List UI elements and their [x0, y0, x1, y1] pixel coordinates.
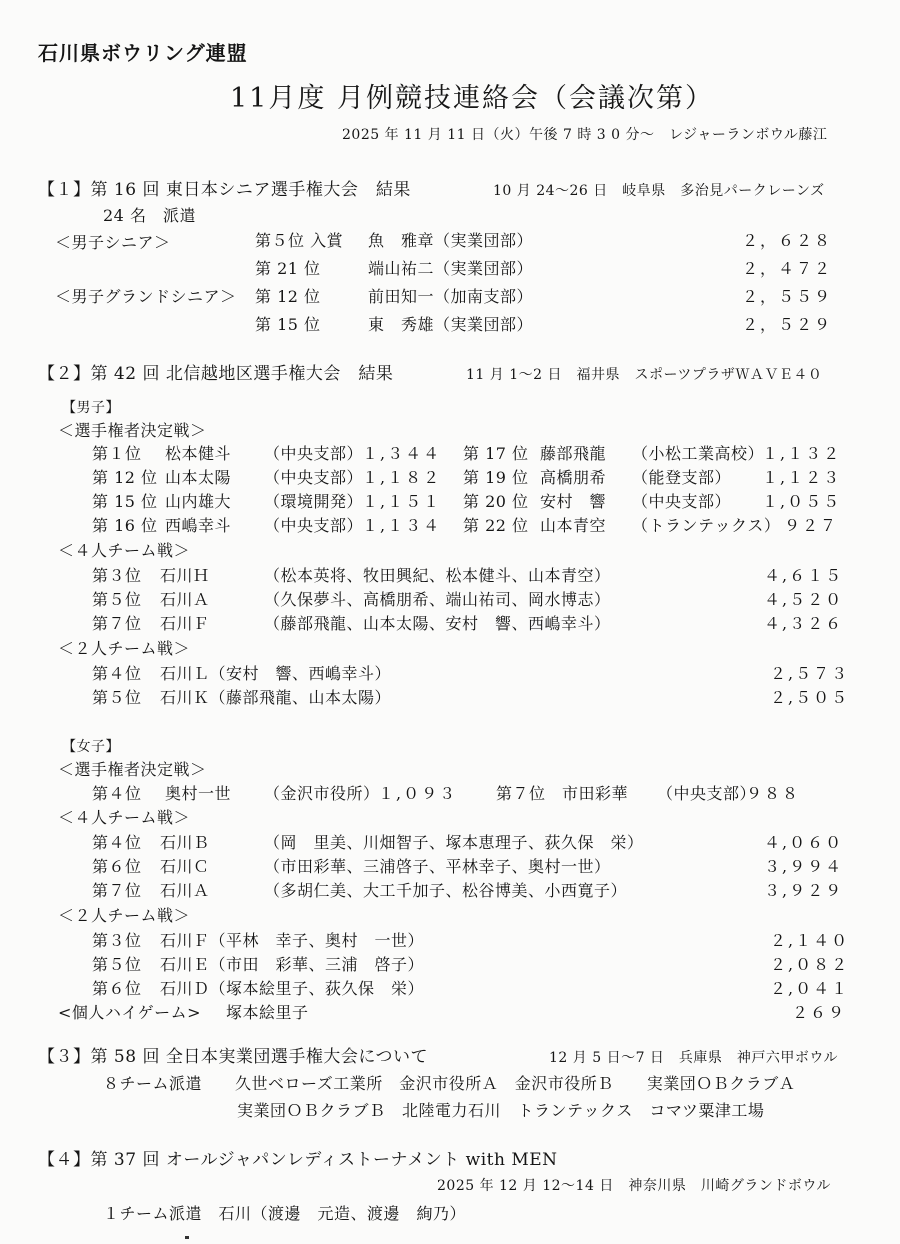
section-4-heading: 【４】第 37 回 オールジャパンレディストーナメント with MEN	[38, 1150, 558, 1170]
team-members: （岡 里美、川畑智子、塚本恵理子、荻久保 栄）	[264, 833, 644, 852]
result-score: １,１３２	[762, 444, 842, 463]
category-men-grand-senior: ＜男子グランドシニア＞	[55, 287, 237, 306]
women-team2-subheading: ＜２人チーム戦＞	[58, 906, 191, 925]
result-club: （金沢市役所）	[264, 784, 380, 803]
team-members: （藤部飛龍、山本太陽、安村 響、西嶋幸斗）	[264, 614, 611, 633]
section-3-heading: 【３】第 58 回 全日本実業団選手権大会について	[38, 1047, 429, 1067]
team-label: 石川Ｋ（藤部飛龍、山本太陽）	[160, 688, 392, 707]
result-name: 東 秀雄（実業団部）	[368, 315, 534, 334]
scan-speck	[185, 1236, 189, 1239]
result-score: ４,５２０	[764, 590, 844, 609]
men-team4-subheading: ＜４人チーム戦＞	[58, 541, 191, 560]
result-name: 山本青空	[540, 516, 607, 535]
result-rank: 第１位	[92, 444, 142, 463]
result-score: ４,３２６	[764, 614, 844, 633]
result-score: １,０５５	[762, 492, 842, 511]
result-score: １,１８２	[362, 468, 442, 487]
section-2-info: 11 月 1～2 日 福井県 スポーツプラザＷＡＶＥ４０	[466, 367, 823, 383]
high-game-name: 塚本絵里子	[226, 1003, 309, 1022]
team-name: 石川Ａ	[160, 590, 210, 609]
result-club: （能登支部）	[632, 468, 732, 487]
high-game-label: <個人ハイゲーム>	[58, 1003, 201, 1022]
men-label: 【男子】	[62, 400, 120, 416]
result-score: ２,１４０	[770, 931, 850, 950]
result-name: 魚 雅章（実業団部）	[368, 231, 534, 250]
result-rank: 第 22 位	[463, 516, 529, 535]
result-score: １,３４４	[362, 444, 442, 463]
result-rank: 第４位	[92, 784, 142, 803]
result-rank: 第 16 位	[92, 516, 158, 535]
team-label: 石川Ｅ（市田 彩華、三浦 啓子）	[160, 955, 425, 974]
result-club: （中央支部）	[632, 492, 732, 511]
result-club: （中央支部）	[657, 784, 757, 803]
section-4-line: １チーム派遣 石川（渡邊 元造、渡邊 絢乃）	[103, 1204, 467, 1223]
team-members: （久保夢斗、高橋朋希、端山祐司、岡水博志）	[264, 590, 611, 609]
men-team2-subheading: ＜２人チーム戦＞	[58, 639, 191, 658]
team-label: 石川Ｄ（塚本絵里子、荻久保 栄）	[160, 979, 425, 998]
team-members: （多胡仁美、大工千加子、松谷博美、小西寛子）	[264, 881, 628, 900]
result-rank: 第７位	[92, 614, 142, 633]
result-rank: 第４位	[92, 833, 142, 852]
result-score: ９８８	[746, 784, 801, 803]
section-3-info: 12 月 5 日～7 日 兵庫県 神戸六甲ボウル	[549, 1050, 839, 1066]
team-name: 石川Ｃ	[160, 857, 210, 876]
meeting-dateline: 2025 年 11 月 11 日（火）午後 7 時 3 0 分～ レジャーランボウル藤江	[342, 127, 828, 143]
result-rank: 第 15 位	[92, 492, 158, 511]
result-rank: 第４位	[92, 664, 142, 683]
result-rank: 第７位	[496, 784, 546, 803]
team-name: 石川Ｈ	[160, 566, 210, 585]
result-rank: 第３位	[92, 566, 142, 585]
team-name: 石川Ａ	[160, 881, 210, 900]
team-name: 石川Ｆ	[160, 614, 210, 633]
result-club: （中央支部）	[264, 444, 364, 463]
result-club: （環境開発）	[264, 492, 364, 511]
result-score: ３,９９４	[764, 857, 844, 876]
result-name: 西嶋幸斗	[165, 516, 232, 535]
result-rank: 第 19 位	[463, 468, 529, 487]
result-name: 山内雄大	[165, 492, 232, 511]
section-1-heading: 【１】第 16 回 東日本シニア選手権大会 結果	[38, 180, 411, 200]
result-rank: 第７位	[92, 881, 142, 900]
result-rank: 第５位	[92, 955, 142, 974]
result-score: ２,０４１	[770, 979, 850, 998]
result-club: （中央支部）	[264, 516, 364, 535]
women-individual-subheading: ＜選手権者決定戦＞	[58, 760, 207, 779]
result-rank: 第 12 位	[92, 468, 158, 487]
result-name: 高橋朋希	[540, 468, 607, 487]
team-members: （松本英将、牧田興紀、松本健斗、山本青空）	[264, 566, 611, 585]
result-score: １,１２３	[762, 468, 842, 487]
team-label: 石川Ｌ（安村 響、西嶋幸斗）	[160, 664, 392, 683]
result-club: （小松工業高校）	[632, 444, 765, 463]
team-members: （市田彩華、三浦啓子、平林幸子、奥村一世）	[264, 857, 611, 876]
section-3-line-1: ８チーム派遣 久世ベローズ工業所 金沢市役所Ａ 金沢市役所Ｂ 実業団ＯＢクラブＡ	[103, 1074, 796, 1093]
result-score: ２,０８２	[770, 955, 850, 974]
result-rank: 第 20 位	[463, 492, 529, 511]
result-score: ４,６１５	[764, 566, 844, 585]
section-1-dispatch: 24 名 派遣	[103, 206, 196, 225]
result-club: （中央支部）	[264, 468, 364, 487]
result-score: ２，６２８	[742, 231, 833, 250]
result-score: １,１３４	[362, 516, 442, 535]
result-rank: 第 21 位	[255, 259, 321, 278]
high-game-score: ２６９	[792, 1003, 847, 1022]
result-rank: 第６位	[92, 857, 142, 876]
result-name: 松本健斗	[165, 444, 232, 463]
result-club: （トランテックス）	[632, 516, 781, 535]
result-name: 山本太陽	[165, 468, 232, 487]
result-name: 安村 響	[540, 492, 607, 511]
team-label: 石川Ｆ（平林 幸子、奥村 一世）	[160, 931, 425, 950]
result-name: 端山祐二（実業団部）	[368, 259, 534, 278]
result-score: ２,５０５	[770, 688, 850, 707]
men-individual-subheading: ＜選手権者決定戦＞	[58, 421, 207, 440]
result-name: 前田知一（加南支部）	[368, 287, 534, 306]
category-men-senior: ＜男子シニア＞	[55, 233, 171, 252]
result-rank: 第５位	[92, 688, 142, 707]
result-score: ２，５５９	[742, 287, 833, 306]
women-label: 【女子】	[62, 739, 120, 755]
result-rank: 第 15 位	[255, 315, 321, 334]
result-rank: 第５位 入賞	[255, 231, 344, 250]
result-score: ２,５７３	[770, 664, 850, 683]
result-name: 奥村一世	[165, 784, 232, 803]
result-rank: 第 17 位	[463, 444, 529, 463]
result-score: １,１５１	[362, 492, 442, 511]
document-title: 11月度 月例競技連絡会（会議次第）	[230, 83, 714, 114]
result-score: ４,０６０	[764, 833, 844, 852]
women-team4-subheading: ＜４人チーム戦＞	[58, 808, 191, 827]
result-name: 市田彩華	[562, 784, 629, 803]
result-score: ２，４７２	[742, 259, 833, 278]
result-name: 藤部飛龍	[540, 444, 607, 463]
result-rank: 第 12 位	[255, 287, 321, 306]
result-rank: 第６位	[92, 979, 142, 998]
result-score: ３,９２９	[764, 881, 844, 900]
section-4-info: 2025 年 12 月 12～14 日 神奈川県 川崎グランドボウル	[437, 1178, 831, 1194]
result-rank: 第５位	[92, 590, 142, 609]
result-score: ２，５２９	[742, 315, 833, 334]
section-3-line-2: 実業団ＯＢクラブＢ 北陸電力石川 トランテックス コマツ粟津工場	[237, 1101, 765, 1120]
team-name: 石川Ｂ	[160, 833, 210, 852]
section-1-info: 10 月 24～26 日 岐阜県 多治見パークレーンズ	[493, 183, 825, 199]
organization-name: 石川県ボウリング連盟	[38, 41, 248, 65]
section-2-heading: 【２】第 42 回 北信越地区選手権大会 結果	[38, 364, 394, 384]
result-score: ９２７	[784, 516, 839, 535]
result-rank: 第３位	[92, 931, 142, 950]
result-score: １,０９３	[378, 784, 458, 803]
